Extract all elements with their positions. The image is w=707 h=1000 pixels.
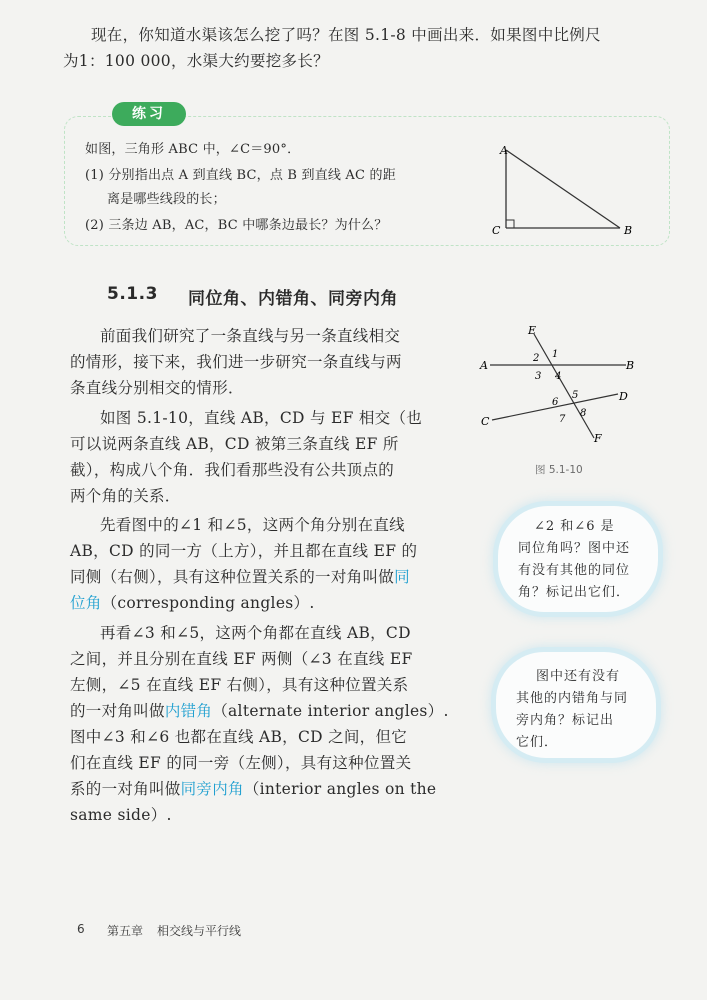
body-p4-line5: 图中∠3 和∠6 也都在直线 AB，CD 之间，但它 [70,728,408,746]
angle-2-label: 2 [533,353,540,364]
body-p2-line2: 可以说两条直线 AB，CD 被第三条直线 EF 所 [70,435,399,453]
angle-4-label: 4 [555,371,562,382]
angle-5-label: 5 [572,390,579,401]
body-p3-line3 [70,564,410,591]
chapter-title: 相交线与平行线 [157,924,242,938]
exercise-line-4: (2) 三条边 AB，AC，BC 中哪条边最长？为什么？ [85,218,388,233]
note2-line3: 旁内角？标记出 [516,713,615,728]
body-p1-line3: 条直线分别相交的情形． [70,379,244,397]
body-p4-tail: （alternate interior angles）. [212,702,449,720]
fig2-label-d: D [619,390,628,403]
body-p4-line3: 左侧，∠5 在直线 EF 右侧），具有这种位置关系 [70,676,409,694]
exercise-tag: 练习 [112,102,186,126]
intro-line-1: 现在，你知道水渠该怎么挖了吗？在图 5.1-8 中画出来．如果图中比例尺 [91,26,601,44]
section-title: 同位角、内错角、同旁内角 [188,289,398,309]
note1-line4: 角？标记出它们． [518,585,631,600]
exercise-line-1: 如图，三角形 ABC 中，∠C＝90°． [85,142,301,157]
triangle-label-b: B [624,224,633,237]
angle-7-label: 7 [559,414,566,425]
note1-line2: 同位角吗？图中还 [518,541,631,556]
right-angle-mark [506,220,514,228]
fig2-label-c: C [481,415,490,428]
body-p4-line7 [70,776,436,803]
angle-3-label: 3 [535,371,542,382]
fig2-label-a: A [480,359,488,372]
note2-line4: 它们． [516,735,559,750]
body-p4c-tail: （interior angles on the [243,780,437,798]
body-p3-line2: AB，CD 的同一方（上方），并且都在直线 EF 的 [70,542,418,560]
triangle-figure [490,140,640,240]
exercise-line-3: 离是哪些线段的长； [107,192,226,207]
note1-line1: ∠2 和∠6 是 [534,519,615,534]
body-p4-line1: 再看∠3 和∠5，这两个角都在直线 AB，CD [100,624,411,642]
angle-1-label: 1 [552,349,559,360]
body-p3-line1: 先看图中的∠1 和∠5，这两个角分别在直线 [100,516,405,534]
body-p2-line3: 截），构成八个角．我们看那些没有公共顶点的 [70,461,395,479]
body-p1-line1: 前面我们研究了一条直线与另一条直线相交 [100,327,401,345]
term-alternate-interior: 内错角 [164,702,213,720]
body-p4-line8: same side）. [70,806,172,824]
term-corresponding-a: 同 [394,568,410,586]
body-p3-tail: （corresponding angles）. [101,594,315,612]
angle-8-label: 8 [580,408,587,419]
body-p4-pre: 的一对角叫做 [70,702,165,720]
body-p4c-pre: 系的一对角叫做 [70,780,181,798]
angle-6-label: 6 [552,397,559,408]
note2-line2: 其他的内错角与同 [516,691,629,706]
triangle-side-ab [506,150,620,228]
chapter-label: 第五章 [107,924,144,938]
triangle-label-a: A [500,144,508,157]
transversal-figure [478,320,648,450]
fig2-label-b: B [626,359,635,372]
page-number: 6 [77,922,85,936]
triangle-label-c: C [492,224,501,237]
note1-line3: 有没有其他的同位 [518,563,631,578]
body-p1-line2: 的情形，接下来，我们进一步研究一条直线与两 [70,353,402,371]
section-number: 5.1.3 [107,284,158,304]
fig2-label-f: F [594,432,602,445]
body-p2-line4: 两个角的关系． [70,487,181,505]
figure-caption: 图 5.1-10 [535,464,583,476]
exercise-line-2: (1) 分别指出点 A 到直线 BC，点 B 到直线 AC 的距 [85,168,396,183]
body-p4-line6: 们在直线 EF 的同一旁（左侧），具有这种位置关 [70,754,412,772]
body-p2-line1: 如图 5.1-10，直线 AB，CD 与 EF 相交（也 [100,409,423,427]
term-interior-same-side: 同旁内角 [180,780,244,798]
body-p4-line2: 之间，并且分别在直线 EF 两侧（∠3 在直线 EF [70,650,413,668]
fig2-label-e: E [528,324,537,337]
body-p4-line4 [70,698,449,725]
term-corresponding-b: 位角 [70,594,102,612]
intro-line-2: 为1：100 000，水渠大约要挖多长？ [63,52,329,70]
note2-line1: 图中还有没有 [536,669,621,684]
body-p3-line3-text: 同侧（右侧），具有这种位置关系的一对角叫做 [70,568,395,586]
body-p3-line4 [70,590,315,617]
